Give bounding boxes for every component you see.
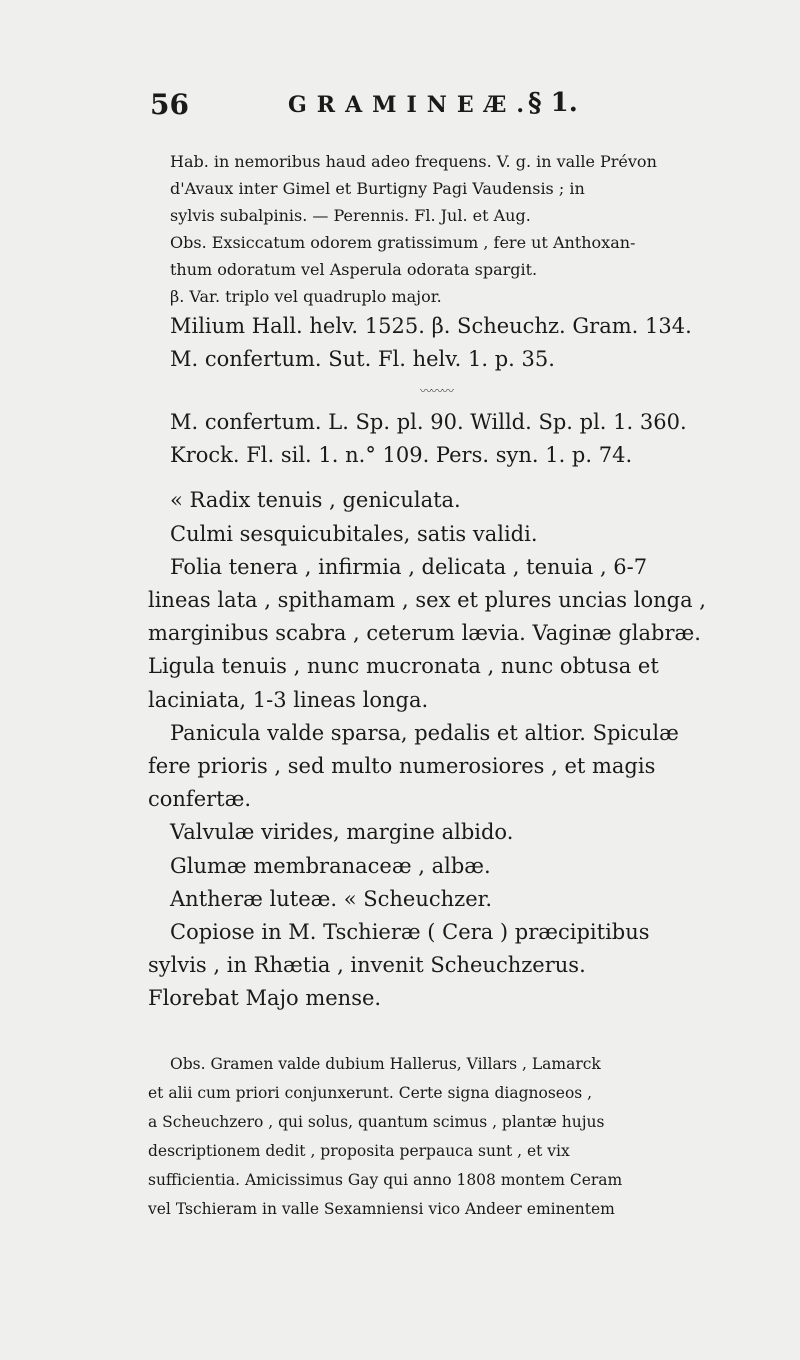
text-line: lineas lata , spithamam , sex et plures uncias longa ,	[148, 588, 706, 613]
text-line: confertæ.	[148, 787, 252, 812]
text-line: Glumæ membranaceæ , albæ.	[170, 853, 491, 878]
text-line: Valvulæ virides, margine albido.	[170, 820, 514, 845]
text-line: M. confertum. L. Sp. pl. 90. Willd. Sp. pl. 1. 360.	[170, 410, 687, 434]
text-line: Hab. in nemoribus haud adeo frequens. V. g. in valle Prévon	[170, 152, 657, 171]
species-description	[148, 406, 706, 1016]
text-line: marginibus scabra , ceterum lævia. Vaginæ glabræ.	[148, 621, 701, 646]
text-line: thum odoratum vel Asperula odorata spargit.	[170, 260, 538, 279]
text-line: Obs. Gramen valde dubium Hallerus, Villars , Lamarck	[170, 1055, 601, 1073]
text-line: Antheræ luteæ. « Scheuchzer.	[170, 886, 493, 911]
running-title: GRAMINEÆ.	[288, 92, 535, 118]
text-line: M. confertum. Sut. Fl. helv. 1. p. 35.	[170, 347, 555, 371]
ornament-divider: 〰〰〰	[420, 384, 454, 398]
text-line: Folia tenera , infirmia , delicata , tenuia , 6-7	[170, 554, 648, 579]
text-line: sylvis , in Rhætia , invenit Scheuchzerus.	[148, 953, 586, 978]
text-line: d'Avaux inter Gimel et Burtigny Pagi Vaudensis ; in	[170, 179, 585, 198]
text-line: fere prioris , sed multo numerosiores , et magis	[148, 754, 656, 779]
text-line: sufficientia. Amicissimus Gay qui anno 1808 montem Ceram	[148, 1171, 623, 1189]
text-line: descriptionem dedit , proposita perpauca sunt , et vix	[148, 1142, 570, 1160]
text-line: « Radix tenuis , geniculata.	[170, 488, 461, 513]
synonyms-milium	[170, 310, 690, 376]
page-header	[150, 88, 630, 128]
text-line: β. Var. triplo vel quadruplo major.	[170, 287, 442, 306]
observation-paragraph	[148, 1050, 708, 1224]
habitat-paragraph	[170, 148, 690, 310]
text-line: Krock. Fl. sil. 1. n.° 109. Pers. syn. 1. p. 74.	[170, 443, 633, 468]
text-line: Milium Hall. helv. 1525. β. Scheuchz. Gram. 134.	[170, 314, 692, 338]
text-line: et alii cum priori conjunxerunt. Certe signa diagnoseos ,	[148, 1084, 593, 1102]
text-line: Copiose in M. Tschieræ ( Cera ) præcipitibus	[170, 920, 650, 945]
text-line: Culmi sesquicubitales, satis validi.	[170, 521, 538, 546]
text-line: Panicula valde sparsa, pedalis et altior. Spiculæ	[170, 720, 679, 745]
text-line: laciniata, 1-3 lineas longa.	[148, 687, 429, 712]
text-line: a Scheuchzero , qui solus, quantum scimus , plantæ hujus	[148, 1113, 605, 1131]
text-line: vel Tschieram in valle Sexamniensi vico Andeer eminentem	[148, 1200, 615, 1218]
text-line: sylvis subalpinis. — Perennis. Fl. Jul. et Aug.	[170, 206, 531, 225]
section-mark: § 1.	[528, 88, 578, 118]
page-number: 56	[150, 88, 189, 121]
text-line: Ligula tenuis , nunc mucronata , nunc obtusa et	[148, 654, 659, 679]
text-line: Obs. Exsiccatum odorem gratissimum , fere ut Anthoxan-	[170, 233, 636, 252]
text-line: Florebat Majo mense.	[148, 986, 382, 1011]
